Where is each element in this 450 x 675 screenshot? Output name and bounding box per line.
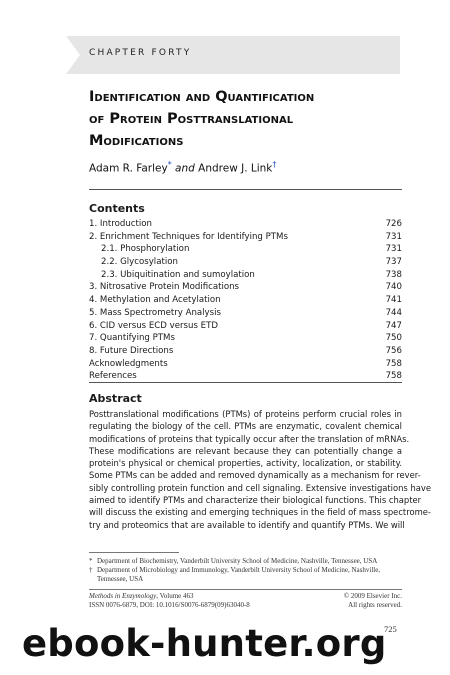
toc-entry-page: 738 — [385, 269, 402, 280]
toc-subentry[interactable] — [89, 269, 402, 282]
footnote-mark: † — [272, 160, 277, 169]
abstract-body — [89, 408, 432, 531]
author-name: Andrew J. Link — [198, 162, 273, 175]
toc-entry-label: Acknowledgments — [89, 358, 168, 369]
toc-entry-page: 756 — [385, 345, 402, 356]
issn-doi: ISSN 0076-6879, DOI: 10.1016/S0076-6879(09)63040-8 — [89, 600, 250, 609]
toc-subentry[interactable] — [89, 243, 402, 256]
footnote-text: Department of Biochemistry, Vanderbilt University School of Medicine, Nashville, Tennessee, USA — [97, 557, 378, 565]
rights: All rights reserved. — [348, 600, 402, 609]
footnote-symbol: † — [89, 566, 93, 574]
contents-heading: Contents — [89, 202, 145, 215]
toc-entry-page: 758 — [385, 371, 402, 382]
author-name: Adam R. Farley — [89, 162, 168, 175]
toc-entry-label: 2. Enrichment Techniques for Identifying PTMs — [89, 231, 288, 242]
toc-entry-label: 2.3. Ubiquitination and sumoylation — [101, 269, 255, 280]
toc-entry-page: 741 — [385, 295, 402, 306]
abstract-line: sibly controlling protein function and cell signaling. Extensive investigations have — [89, 482, 432, 493]
chapter-title-line: Modifications — [89, 133, 184, 149]
toc-entry[interactable] — [89, 294, 402, 307]
toc-entry-page: 737 — [385, 257, 402, 268]
toc-entry-label: 6. CID versus ECD versus ETD — [89, 320, 218, 331]
chapter-title — [89, 86, 409, 152]
journal-volume: , Volume 463 — [156, 592, 194, 600]
toc-entry-page: 731 — [385, 231, 402, 242]
toc-entry-page: 731 — [385, 244, 402, 255]
footnotes — [89, 557, 402, 584]
footnote-text: Department of Microbiology and Immunology, Vanderbilt University School of Medicine, Nashville, — [97, 566, 381, 574]
publication-info — [89, 592, 402, 609]
footnote-mark: * — [167, 160, 172, 169]
chapter-title-line: of Protein Posttranslational — [89, 111, 294, 127]
author-conjunction: and — [175, 162, 195, 175]
abstract-line: aimed to identify PTMs and characterize their biological functions. This chapter — [89, 495, 422, 506]
toc-entry-label: 3. Nitrosative Protein Modifications — [89, 282, 240, 293]
toc-entry[interactable] — [89, 332, 402, 345]
toc-entry-page: 750 — [385, 333, 402, 344]
toc-entry-page: 726 — [385, 219, 402, 229]
toc-entry-label: 5. Mass Spectrometry Analysis — [89, 307, 221, 318]
abstract-line: Posttranslational modifications (PTMs) of proteins perform crucial roles in — [89, 409, 402, 419]
toc-entry-label: 8. Future Directions — [89, 345, 174, 356]
toc-entry-page: 740 — [385, 282, 402, 293]
abstract-line: Some PTMs can be added and removed dynamically as a mechanism for rever- — [89, 470, 421, 481]
footnote-symbol: * — [89, 557, 93, 565]
toc-entry[interactable] — [89, 218, 402, 231]
chapter-banner-notch — [66, 36, 80, 74]
toc-entry-page: 744 — [385, 307, 402, 318]
toc-entry-label: 4. Methylation and Acetylation — [89, 295, 221, 306]
journal-name: Methods in Enzymology — [89, 592, 157, 600]
toc-entry[interactable] — [89, 307, 402, 320]
toc-entry-page: 747 — [385, 320, 402, 331]
toc-entry[interactable] — [89, 320, 402, 333]
abstract-line: regulating the biology of the cell. PTMs are enzymatic, covalent chemical — [89, 421, 402, 432]
chapter-label: CHAPTER FORTY — [89, 48, 192, 58]
abstract-heading: Abstract — [89, 392, 142, 405]
footnote — [89, 566, 402, 575]
toc-subentry[interactable] — [89, 256, 402, 269]
abstract-line: will discuss the existing and emerging techniques in the field of mass spectrome- — [89, 507, 431, 518]
footnote-divider — [89, 552, 179, 553]
table-of-contents — [89, 218, 402, 383]
footnote — [89, 557, 402, 566]
toc-entry-page: 758 — [385, 358, 402, 369]
toc-entry-label: 1. Introduction — [89, 219, 152, 229]
toc-entry[interactable] — [89, 231, 402, 244]
abstract-line: try and proteomics that are available to identify and quantify PTMs. We will — [89, 519, 405, 530]
toc-entry[interactable] — [89, 281, 402, 294]
toc-entry-label: References — [89, 371, 137, 382]
toc-entry[interactable] — [89, 345, 402, 358]
toc-entry-label: 2.2. Glycosylation — [101, 257, 178, 268]
copyright: © 2009 Elsevier Inc. — [343, 592, 402, 600]
author-line — [89, 160, 276, 175]
toc-entry-label: 7. Quantifying PTMs — [89, 333, 175, 344]
toc-entry-label: 2.1. Phosphorylation — [101, 244, 190, 255]
divider — [89, 589, 402, 590]
abstract-line: protein's physical or chemical properties, activity, localization, or stability. — [89, 458, 402, 469]
chapter-title-line: Identification and Quantification — [89, 89, 315, 105]
abstract-line: modifications of proteins that typically occur after the translation of mRNAs. — [89, 433, 410, 444]
divider — [89, 382, 402, 383]
divider — [89, 189, 402, 190]
toc-entry[interactable] — [89, 358, 402, 371]
page-number: 725 — [384, 624, 397, 634]
abstract-line: These modifications are relevant because they can potentially change a — [89, 445, 402, 456]
watermark: ebook-hunter.org — [22, 622, 387, 665]
footnote-text-continued: Tennessee, USA — [97, 575, 144, 583]
